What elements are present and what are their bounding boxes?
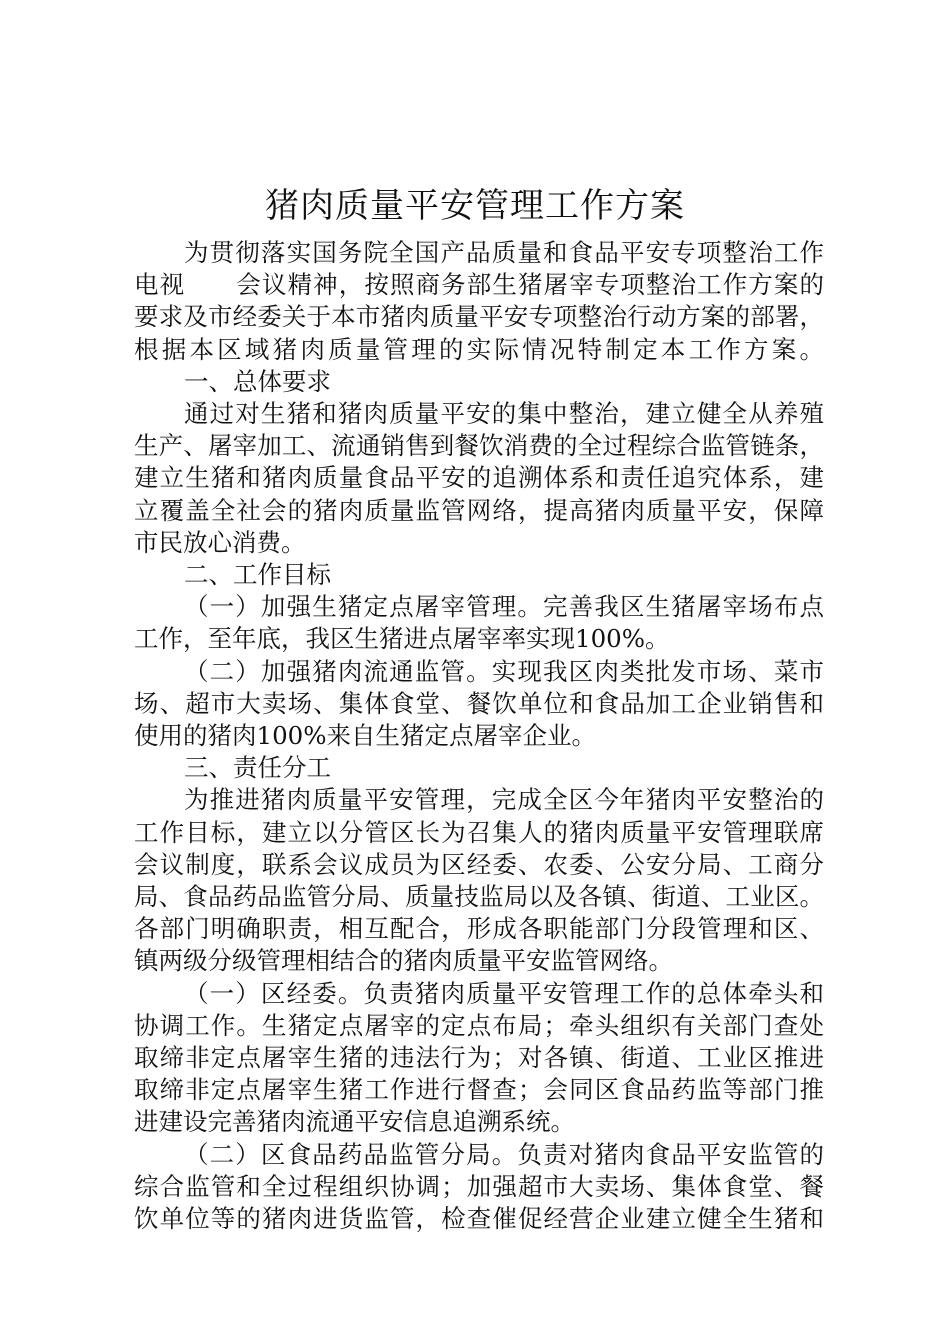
body-line: 镇两级分级管理相结合的猪肉质量平安监管网络。	[134, 946, 673, 976]
body-line: 为推进猪肉质量平安管理，完成全区今年猪肉平安整治的	[184, 785, 824, 815]
body-line: 三、责任分工	[184, 753, 331, 783]
body-line: 工作目标，建立以分管区长为召集人的猪肉质量平安管理联席	[134, 817, 824, 847]
body-line: 通过对生猪和猪肉质量平安的集中整治，建立健全从养殖	[184, 399, 824, 428]
body-line: （一）加强生猪定点屠宰管理。完善我区生猪屠宰场布点	[184, 592, 824, 622]
body-line: 生产、屠宰加工、流通销售到餐饮消费的全过程综合监管链条，	[134, 431, 824, 461]
body-line: （二）加强猪肉流通监管。实现我区肉类批发市场、菜市	[184, 656, 824, 686]
body-line: 为贯彻落实国务院全国产品质量和食品平安专项整治工作	[184, 238, 824, 267]
body-line: （二）区食品药品监管分局。负责对猪肉食品平安监管的	[184, 1139, 824, 1169]
body-line: 二、工作目标	[184, 560, 331, 589]
body-line: 电视 会议精神，按照商务部生猪屠宰专项整治工作方案的	[134, 270, 824, 300]
document-title: 猪肉质量平安管理工作方案	[265, 186, 685, 226]
body-line: 局、食品药品监管分局、质量技监局以及各镇、街道、工业区。	[134, 882, 824, 911]
body-line: 根据本区域猪肉质量管理的实际情况特制定本工作方案。	[134, 334, 824, 364]
body-line: 要求及市经委关于本市猪肉质量平安专项整治行动方案的部署，	[134, 302, 824, 332]
body-line: 建立生猪和猪肉质量食品平安的追溯体系和责任追究体系，建	[134, 463, 824, 493]
body-line: 取缔非定点屠宰生猪工作进行督查；会同区食品药监等部门推	[134, 1075, 824, 1105]
body-line: （一）区经委。负责猪肉质量平安管理工作的总体牵头和	[184, 978, 824, 1008]
body-line: 综合监管和全过程组织协调；加强超市大卖场、集体食堂、餐	[134, 1171, 824, 1201]
body-line: 工作，至年底，我区生猪进点屠宰率实现100%。	[134, 624, 670, 654]
body-line: 饮单位等的猪肉进货监管，检查催促经营企业建立健全生猪和	[134, 1204, 824, 1233]
body-line: 一、总体要求	[184, 366, 331, 396]
body-line: 使用的猪肉100%来自生猪定点屠宰企业。	[134, 721, 597, 750]
body-line: 各部门明确职责，相互配合，形成各职能部门分段管理和区、	[134, 914, 824, 944]
body-line: 立覆盖全社会的猪肉质量监管网络，提高猪肉质量平安，保障	[134, 495, 824, 525]
body-line: 场、超市大卖场、集体食堂、餐饮单位和食品加工企业销售和	[134, 688, 824, 718]
body-line: 市民放心消费。	[134, 527, 306, 557]
body-line: 进建设完善猪肉流通平安信息追溯系统。	[134, 1107, 575, 1137]
body-line: 协调工作。生猪定点屠宰的定点布局；牵头组织有关部门查处	[134, 1010, 824, 1040]
body-line: 取缔非定点屠宰生猪的违法行为；对各镇、街道、工业区推进	[134, 1043, 824, 1072]
body-line: 会议制度，联系会议成员为区经委、农委、公安分局、工商分	[134, 849, 824, 879]
